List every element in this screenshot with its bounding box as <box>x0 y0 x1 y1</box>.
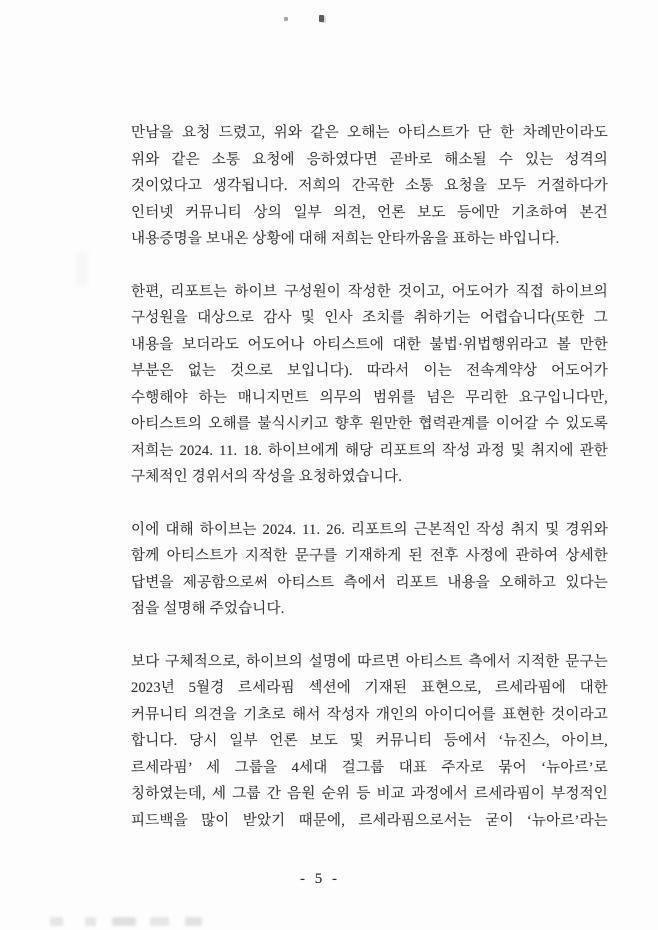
paragraph-line: 합니다. 당시 일부 언론 보도 및 커뮤니티 등에서 ‘뉴진스, 아이브, <box>131 733 608 749</box>
scan-smudge <box>150 917 169 926</box>
scan-speck-icon <box>319 15 324 22</box>
paragraph-line: 저희는 2024. 11. 18. 하이브에게 해당 리포트의 작성 과정 및 취지에 관한 <box>131 442 608 459</box>
paragraph-line: 인터넷 커뮤니티 상의 일부 의견, 언론 보도 등에만 기초하여 본건 <box>131 204 608 221</box>
paragraph-line: 함께 아티스트가 지적한 문구를 기재하게 된 전후 사정에 관하여 상세한 <box>131 548 608 564</box>
paragraph-line: 한편, 리포트는 하이브 구성원이 작성한 것이고, 어도어가 직접 하이브의 <box>131 283 608 300</box>
scan-smudge <box>85 917 96 926</box>
paragraph <box>131 649 608 835</box>
paragraph-line: 보다 구체적으로, 하이브의 설명에 따르면 아티스트 측에서 지적한 문구는 <box>131 653 608 670</box>
paragraph-line: 위와 같은 소통 요청에 응하였다면 곧바로 해소될 수 있는 성격의 <box>131 151 608 168</box>
paragraph-line: 수행해야 하는 매니지먼트 의무의 범위를 넘은 무리한 요구입니다만, <box>131 389 608 406</box>
page-footer <box>0 870 640 888</box>
paragraph-line: 2023년 5월경 르세라핌 섹션에 기재된 표현으로, 르세라핌에 대한 <box>131 680 608 696</box>
document-body <box>131 120 608 834</box>
paragraph-line: 커뮤니티 의견을 기초로 해서 작성자 개인의 아이디어를 표현한 것이라고 <box>131 706 608 723</box>
scan-smudge <box>75 252 88 286</box>
scan-smudge <box>112 917 136 926</box>
paragraph-line: 것이었다고 생각됩니다. 저희의 간곡한 소통 요청을 모두 거절하다가 <box>131 178 608 194</box>
paragraph-line: 만남을 요청 드렸고, 위와 같은 오해는 아티스트가 단 한 차례만이라도 <box>131 125 608 141</box>
paragraph-line: 답변을 제공함으로써 아티스트 측에서 리포트 내용을 오해하고 있다는 <box>131 574 608 591</box>
scan-speck-icon <box>284 17 288 21</box>
paragraph-line: 내용증명을 보내온 상황에 대해 저희는 안타까움을 표하는 바입니다. <box>131 231 560 247</box>
paragraph-line: 구체적인 경위서의 작성을 요청하였습니다. <box>131 469 403 485</box>
paragraph-line: 이에 대해 하이브는 2024. 11. 26. 리포트의 근본적인 작성 취지 및 경위와 <box>131 521 608 538</box>
paragraph-line: 내용을 보더라도 어도어나 아티스트에 대한 불법·위법행위라고 볼 만한 <box>131 336 608 353</box>
paragraph <box>131 517 608 623</box>
paragraph-line: 구성원을 대상으로 감사 및 인사 조치를 취하기는 어렵습니다(또한 그 <box>131 310 608 326</box>
paragraph-line: 부분은 없는 것으로 보입니다). 따라서 이는 전속계약상 어도어가 <box>131 363 608 379</box>
paragraph-line: 르세라핌’ 세 그룹을 4세대 걸그룹 대표 주자로 묶어 ‘뉴아르’로 <box>131 759 608 776</box>
paragraph-line: 점을 설명해 주었습니다. <box>131 601 285 617</box>
scan-smudge <box>50 917 63 926</box>
scan-smudge <box>185 917 202 926</box>
paragraph <box>131 120 608 253</box>
page-number: - 5 - <box>300 871 340 887</box>
paragraph <box>131 279 608 491</box>
paragraph-line: 칭하였는데, 세 그룹 간 음원 순위 등 비교 과정에서 르세라핌이 부정적인 <box>131 786 608 802</box>
paragraph-line: 피드백을 많이 받았기 때문에, 르세라핌으로서는 굳이 ‘뉴아르’라는 <box>131 812 608 829</box>
paragraph-line: 아티스트의 오해를 불식시키고 향후 원만한 협력관계를 이어갈 수 있도록 <box>131 416 608 432</box>
